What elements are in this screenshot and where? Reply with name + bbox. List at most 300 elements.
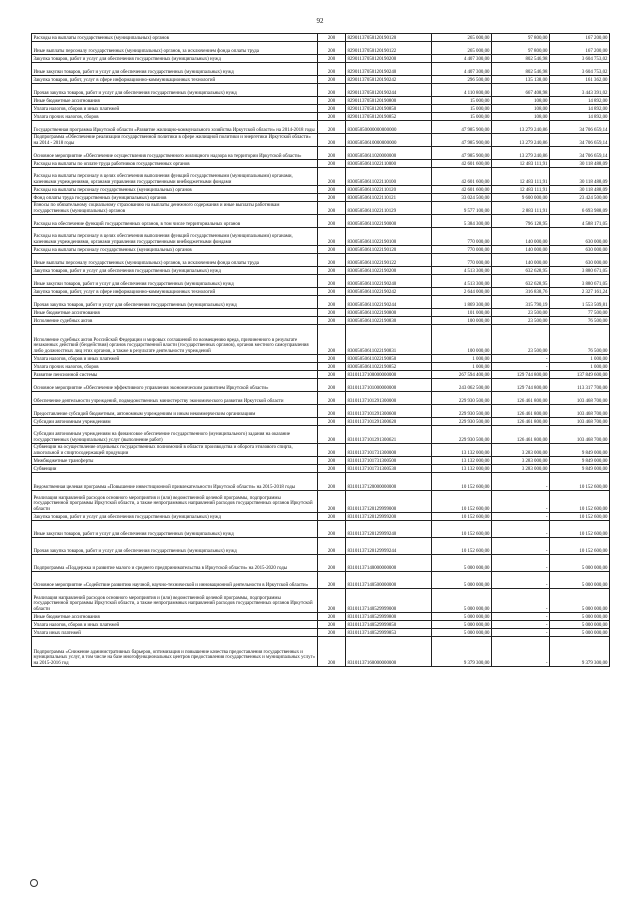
row-budget-classification-code: 83101137101291300620 <box>346 418 432 426</box>
row-budget-classification-code: 83101137120129999200 <box>346 513 432 521</box>
row-description: Прочая закупка товаров, работ и услуг для обеспечения государственных (муниципальных) нужд <box>32 84 318 97</box>
row-description: Уплата прочих налогов, сборов <box>32 113 318 121</box>
row-approved-amount: 100 000,00 <box>432 317 492 325</box>
row-budget-classification-code: 83101137101731300530 <box>346 465 432 473</box>
row-line-code: 200 <box>318 621 346 629</box>
table-row <box>32 405 610 418</box>
table-row <box>32 309 610 317</box>
row-budget-classification-code: 83101137140529999000 <box>346 589 432 613</box>
row-line-code: 200 <box>318 555 346 572</box>
row-budget-classification-code: 83005050611022190800 <box>346 309 432 317</box>
row-executed-amount: 12 483 111,91 <box>492 160 550 168</box>
row-approved-amount: 229 930 500,00 <box>432 426 492 444</box>
row-description: Расходы на выплаты персоналу в целях обеспечения выполнения функций государственными (муниципальными) органами, казенными учреждениями, органами управления государственными внебюджетными фондами <box>32 168 318 186</box>
row-line-code: 200 <box>318 63 346 76</box>
row-line-code: 200 <box>318 355 346 363</box>
row-remaining-amount: 3 604 753,02 <box>550 55 610 63</box>
table-row <box>32 275 610 288</box>
row-approved-amount: 101 000,00 <box>432 309 492 317</box>
table-row <box>32 168 610 186</box>
row-description: Прочая закупка товаров, работ и услуг для обеспечения государственных (муниципальных) нужд <box>32 296 318 309</box>
page-corner-mark <box>30 879 38 887</box>
row-budget-classification-code: 83101137101291300000 <box>346 392 432 405</box>
row-line-code: 200 <box>318 637 346 667</box>
row-budget-classification-code: 83005050611022190240 <box>346 275 432 288</box>
table-body <box>32 34 610 667</box>
row-executed-amount: 23 500,00 <box>492 317 550 325</box>
row-executed-amount: 2 883 111,91 <box>492 202 550 215</box>
row-budget-classification-code: 83005050000000000000 <box>346 121 432 134</box>
row-approved-amount: 33 024 500,00 <box>432 194 492 202</box>
row-description: Межбюджетные трансферты <box>32 457 318 465</box>
row-line-code: 200 <box>318 379 346 392</box>
row-line-code: 200 <box>318 363 346 371</box>
row-description: Закупка товаров, работ, услуг в сфере информационно-коммуникационных технологий <box>32 288 318 296</box>
row-executed-amount: 3 283 000,00 <box>492 465 550 473</box>
row-line-code: 200 <box>318 215 346 228</box>
row-approved-amount: 42 601 600,00 <box>432 186 492 194</box>
row-budget-classification-code: 83005050611022190000 <box>346 215 432 228</box>
row-executed-amount: 97 800,00 <box>492 34 550 42</box>
row-executed-amount: 9 600 000,00 <box>492 194 550 202</box>
row-executed-amount: - <box>492 363 550 371</box>
row-budget-classification-code: 83101137120000000000 <box>346 473 432 491</box>
table-row <box>32 76 610 84</box>
row-executed-amount: 667 408,98 <box>492 84 550 97</box>
row-approved-amount: 5 000 000,00 <box>432 572 492 589</box>
row-budget-classification-code: 83101137101731300000 <box>346 444 432 457</box>
row-budget-classification-code: 83005050611022110121 <box>346 194 432 202</box>
row-executed-amount: 3 283 000,00 <box>492 457 550 465</box>
row-line-code: 200 <box>318 55 346 63</box>
row-budget-classification-code: 83101137140000000000 <box>346 555 432 572</box>
table-row <box>32 186 610 194</box>
table-row <box>32 473 610 491</box>
table-row <box>32 317 610 325</box>
row-budget-classification-code: 83101137101000000000 <box>346 379 432 392</box>
table-row <box>32 513 610 521</box>
row-budget-classification-code: 83101137160000000000 <box>346 637 432 667</box>
row-remaining-amount: 5 000 000,00 <box>550 572 610 589</box>
row-remaining-amount: 3 880 671,05 <box>550 267 610 275</box>
row-approved-amount: 1 000,00 <box>432 355 492 363</box>
row-description: Подпрограмма «Снижение административных барьеров, оптимизация и повышение качества предоставления государственных и муниципальных услуг, в том числе на базе многофункциональных центров предоставления государственных и муниципальных услуг» на 2015-2016 год <box>32 637 318 667</box>
row-description: Расходы на выплаты персоналу государственных (муниципальных) органов <box>32 186 318 194</box>
row-budget-classification-code: 83101137101731300500 <box>346 457 432 465</box>
row-approved-amount: 5 000 000,00 <box>432 621 492 629</box>
table-row <box>32 457 610 465</box>
table-row <box>32 491 610 513</box>
row-executed-amount: 802 546,98 <box>492 55 550 63</box>
row-description: Иные бюджетные ассигнования <box>32 97 318 105</box>
row-description: Предоставление субсидий бюджетным, автономным учреждениям и иным некоммерческим организациям <box>32 405 318 418</box>
row-budget-classification-code: 83005050611022110120 <box>346 186 432 194</box>
table-row <box>32 426 610 444</box>
row-approved-amount: 243 062 500,00 <box>432 379 492 392</box>
table-row <box>32 555 610 572</box>
row-description: Субвенции на осуществление отдельных государственных полномочий в области производства и оборота этилового спирта, алкогольной и спиртосодержащей продукции <box>32 444 318 457</box>
row-approved-amount: 15 000,00 <box>432 97 492 105</box>
row-executed-amount: - <box>492 491 550 513</box>
row-executed-amount: 23 500,00 <box>492 309 550 317</box>
row-remaining-amount: 3 443 391,02 <box>550 84 610 97</box>
row-remaining-amount: 5 000 000,00 <box>550 629 610 637</box>
row-line-code: 200 <box>318 296 346 309</box>
row-executed-amount: 108,00 <box>492 97 550 105</box>
row-remaining-amount: 9 379 300,00 <box>550 637 610 667</box>
row-line-code: 200 <box>318 521 346 538</box>
row-description: Расходы на выплаты персоналу в целях обеспечения выполнения функций государственными (муниципальными) органами, казенными учреждениями, органами управления государственными внебюджетными фондами <box>32 228 318 246</box>
table-row <box>32 215 610 228</box>
row-executed-amount: 140 000,00 <box>492 246 550 254</box>
row-description: Расходы на выплаты по оплате труда работников государственных органов <box>32 160 318 168</box>
row-approved-amount: 13 132 000,00 <box>432 457 492 465</box>
row-remaining-amount: 10 152 600,00 <box>550 473 610 491</box>
row-line-code: 200 <box>318 418 346 426</box>
row-description: Реализация направлений расходов основного мероприятия и (или) ведомственной целевой программы, подпрограммы государственной программы Иркутской области, а также непрограммных направлений расходов государственных органов Иркутской области <box>32 589 318 613</box>
row-line-code: 200 <box>318 186 346 194</box>
row-budget-classification-code: 82901137050120190800 <box>346 97 432 105</box>
row-approved-amount: 13 132 000,00 <box>432 444 492 457</box>
row-line-code: 200 <box>318 147 346 160</box>
row-budget-classification-code: 83005050611022190244 <box>346 296 432 309</box>
row-approved-amount: 229 930 500,00 <box>432 405 492 418</box>
row-description: Подпрограмма «Поддержка и развитие малого и среднего предпринимательства в Иркутской области» на 2015-2020 годы <box>32 555 318 572</box>
row-budget-classification-code: 83005050611022190200 <box>346 267 432 275</box>
row-remaining-amount: 34 706 659,14 <box>550 121 610 134</box>
row-budget-classification-code: 83005050611022190100 <box>346 228 432 246</box>
row-description: Уплата прочих налогов, сборов <box>32 363 318 371</box>
page-number: 92 <box>316 17 324 25</box>
row-description: Подпрограмма «Обеспечение реализации государственной политики в сфере жилищной политики и энергетики Иркутской области» на 2014 - 2018 годы <box>32 134 318 147</box>
row-description: Государственная программа Иркутской области «Развитие жилищно-коммунального хозяйства Иркутской области» на 2014-2018 годы <box>32 121 318 134</box>
row-executed-amount: 140 000,00 <box>492 254 550 267</box>
row-remaining-amount: 10 152 600,00 <box>550 538 610 555</box>
row-budget-classification-code: 82901137050120190852 <box>346 113 432 121</box>
row-executed-amount: - <box>492 589 550 613</box>
table-row <box>32 160 610 168</box>
row-description: Закупка товаров, работ и услуг для обеспечения государственных (муниципальных) нужд <box>32 513 318 521</box>
row-approved-amount: 4 407 300,00 <box>432 55 492 63</box>
row-description: Фонд оплаты труда государственных (муниципальных) органов <box>32 194 318 202</box>
row-approved-amount: 296 500,00 <box>432 76 492 84</box>
table-row <box>32 355 610 363</box>
table-row <box>32 613 610 621</box>
row-executed-amount: - <box>492 572 550 589</box>
row-description: Основное мероприятие «Обеспечение эффективного управления экономическим развитием Иркутской области» <box>32 379 318 392</box>
row-remaining-amount: 103 468 700,00 <box>550 418 610 426</box>
row-approved-amount: 15 000,00 <box>432 113 492 121</box>
row-approved-amount: 47 985 900,00 <box>432 134 492 147</box>
row-approved-amount: 1 869 300,00 <box>432 296 492 309</box>
row-remaining-amount: 161 362,00 <box>550 76 610 84</box>
table-row <box>32 113 610 121</box>
row-executed-amount: 632 628,95 <box>492 267 550 275</box>
row-remaining-amount: 1 553 509,81 <box>550 296 610 309</box>
row-executed-amount: - <box>492 521 550 538</box>
row-approved-amount: 770 000,00 <box>432 228 492 246</box>
table-row <box>32 228 610 246</box>
row-remaining-amount: 103 468 700,00 <box>550 405 610 418</box>
row-description: Субвенции <box>32 465 318 473</box>
row-description: Расходы на выплаты государственных (муниципальных) органов <box>32 34 318 42</box>
table-row <box>32 621 610 629</box>
row-executed-amount: 97 800,00 <box>492 42 550 55</box>
row-budget-classification-code: 83005050611022190242 <box>346 288 432 296</box>
row-line-code: 200 <box>318 34 346 42</box>
table-row <box>32 63 610 76</box>
row-approved-amount: 13 132 000,00 <box>432 465 492 473</box>
row-remaining-amount: 30 118 488,09 <box>550 160 610 168</box>
row-executed-amount: 126 461 800,00 <box>492 392 550 405</box>
row-remaining-amount: 9 849 000,00 <box>550 444 610 457</box>
row-budget-classification-code: 83101137120129999240 <box>346 521 432 538</box>
row-description: Обеспечение деятельности учреждений, подведомственных министерству экономического развития Иркутской области <box>32 392 318 405</box>
row-description: Основное мероприятие «Обеспечение осуществления государственного жилищного надзора на территории Иркутской области» <box>32 147 318 160</box>
row-line-code: 200 <box>318 254 346 267</box>
table-row <box>32 194 610 202</box>
row-remaining-amount: 137 849 600,00 <box>550 371 610 379</box>
row-approved-amount: 100 000,00 <box>432 325 492 355</box>
row-remaining-amount: 5 000 000,00 <box>550 555 610 572</box>
row-executed-amount: 126 461 800,00 <box>492 405 550 418</box>
row-description: Иные закупки товаров, работ и услуг для обеспечения государственных (муниципальных) нужд <box>32 275 318 288</box>
table-row <box>32 55 610 63</box>
table-row <box>32 465 610 473</box>
row-remaining-amount: 76 500,00 <box>550 317 610 325</box>
row-remaining-amount: 5 000 000,00 <box>550 589 610 613</box>
row-line-code: 200 <box>318 325 346 355</box>
row-budget-classification-code: 82901137050120190242 <box>346 76 432 84</box>
row-executed-amount: 316 838,76 <box>492 288 550 296</box>
row-line-code: 200 <box>318 405 346 418</box>
row-description: Субсидии автономным учреждениям на финансовое обеспечение государственного (муниципального) задания на оказание государственных (муниципальных) услуг (выполнение работ) <box>32 426 318 444</box>
row-remaining-amount: 1 000,00 <box>550 355 610 363</box>
row-approved-amount: 229 930 500,00 <box>432 392 492 405</box>
row-remaining-amount: 630 000,00 <box>550 246 610 254</box>
row-executed-amount: 12 483 111,91 <box>492 168 550 186</box>
row-approved-amount: 42 601 600,00 <box>432 160 492 168</box>
row-executed-amount: 632 628,95 <box>492 275 550 288</box>
row-line-code: 200 <box>318 42 346 55</box>
row-description: Закупка товаров, работ и услуг для обеспечения государственных (муниципальных) нужд <box>32 55 318 63</box>
row-description: Иные закупки товаров, работ и услуг для обеспечения государственных (муниципальных) нужд <box>32 63 318 76</box>
row-executed-amount: 129 744 800,00 <box>492 371 550 379</box>
row-approved-amount: 4 513 300,00 <box>432 275 492 288</box>
row-executed-amount: 126 461 800,00 <box>492 418 550 426</box>
row-approved-amount: 15 000,00 <box>432 105 492 113</box>
row-remaining-amount: 167 200,00 <box>550 34 610 42</box>
row-line-code: 200 <box>318 105 346 113</box>
row-remaining-amount: 9 849 000,00 <box>550 465 610 473</box>
row-budget-classification-code: 83101137140500000000 <box>346 572 432 589</box>
row-line-code: 200 <box>318 288 346 296</box>
row-line-code: 200 <box>318 228 346 246</box>
table-row <box>32 246 610 254</box>
row-executed-amount: 108,00 <box>492 113 550 121</box>
row-approved-amount: 10 152 600,00 <box>432 521 492 538</box>
row-approved-amount: 10 152 600,00 <box>432 473 492 491</box>
row-description: Развитие пенсионной системы <box>32 371 318 379</box>
row-description: Иные закупки товаров, работ и услуг для обеспечения государственных (муниципальных) нужд <box>32 521 318 538</box>
row-remaining-amount: 9 849 000,00 <box>550 457 610 465</box>
row-description: Исполнение судебных актов <box>32 317 318 325</box>
row-approved-amount: 5 000 000,00 <box>432 613 492 621</box>
row-remaining-amount: 5 000 000,00 <box>550 621 610 629</box>
row-approved-amount: 47 985 900,00 <box>432 121 492 134</box>
table-row <box>32 34 610 42</box>
row-description: Основное мероприятие «Содействие развитию научной, научно-технической и инновационной деятельности в Иркутской области» <box>32 572 318 589</box>
row-remaining-amount: 113 317 700,00 <box>550 379 610 392</box>
row-budget-classification-code: 83005050611022190831 <box>346 325 432 355</box>
row-remaining-amount: 14 892,00 <box>550 113 610 121</box>
row-budget-classification-code: 83005050611020000000 <box>346 147 432 160</box>
row-remaining-amount: 6 693 988,09 <box>550 202 610 215</box>
row-line-code: 200 <box>318 491 346 513</box>
row-approved-amount: 5 000 000,00 <box>432 629 492 637</box>
row-budget-classification-code: 83005050611022190120 <box>346 246 432 254</box>
row-line-code: 200 <box>318 426 346 444</box>
row-budget-classification-code: 83101137100000000000 <box>346 371 432 379</box>
row-executed-amount: 140 000,00 <box>492 228 550 246</box>
row-description: Взносы по обязательному социальному страхованию на выплаты денежного содержания и иные выплаты работникам государственных (муниципальных) органов <box>32 202 318 215</box>
row-remaining-amount: 34 706 659,14 <box>550 134 610 147</box>
row-budget-classification-code: 82901137050120190122 <box>346 42 432 55</box>
row-line-code: 200 <box>318 444 346 457</box>
row-remaining-amount: 14 892,00 <box>550 97 610 105</box>
row-remaining-amount: 77 500,00 <box>550 309 610 317</box>
row-budget-classification-code: 83101137101291300621 <box>346 426 432 444</box>
row-description: Субсидии автономным учреждениям <box>32 418 318 426</box>
row-line-code: 200 <box>318 160 346 168</box>
row-budget-classification-code: 83005050611022110000 <box>346 160 432 168</box>
row-executed-amount: - <box>492 555 550 572</box>
row-executed-amount: - <box>492 629 550 637</box>
table-row <box>32 134 610 147</box>
row-description: Исполнение судебных актов Российской Федерации и мировых соглашений по возмещению вреда, причиненного в результате незаконных действий (бездействия) органов государственной власти (государственных органов), органов местного самоуправления либо должностных лиц этих органов, а также в результате деятельности учреждений <box>32 325 318 355</box>
row-line-code: 200 <box>318 629 346 637</box>
row-line-code: 200 <box>318 113 346 121</box>
row-budget-classification-code: 83101137120129999000 <box>346 491 432 513</box>
row-budget-classification-code: 83005050611022190852 <box>346 363 432 371</box>
row-line-code: 200 <box>318 317 346 325</box>
table-row <box>32 267 610 275</box>
table-row <box>32 521 610 538</box>
row-remaining-amount: 630 000,00 <box>550 228 610 246</box>
row-remaining-amount: 5 000 000,00 <box>550 613 610 621</box>
table-row <box>32 254 610 267</box>
table-row <box>32 589 610 613</box>
row-line-code: 200 <box>318 538 346 555</box>
table-row <box>32 105 610 113</box>
row-remaining-amount: 103 468 700,00 <box>550 392 610 405</box>
row-line-code: 200 <box>318 309 346 317</box>
row-executed-amount: - <box>492 473 550 491</box>
row-description: Уплата налогов, сборов и иных платежей <box>32 621 318 629</box>
table-row <box>32 418 610 426</box>
row-budget-classification-code: 83101137140529999853 <box>346 629 432 637</box>
table-row <box>32 444 610 457</box>
row-approved-amount: 10 152 600,00 <box>432 538 492 555</box>
row-remaining-amount: 167 200,00 <box>550 42 610 55</box>
row-remaining-amount: 76 500,00 <box>550 325 610 355</box>
row-remaining-amount: 30 118 488,09 <box>550 168 610 186</box>
row-approved-amount: 770 000,00 <box>432 246 492 254</box>
row-approved-amount: 47 985 900,00 <box>432 147 492 160</box>
row-remaining-amount: 4 588 171,05 <box>550 215 610 228</box>
row-line-code: 200 <box>318 76 346 84</box>
row-line-code: 200 <box>318 267 346 275</box>
row-approved-amount: 1 000,00 <box>432 363 492 371</box>
row-description: Иные бюджетные ассигнования <box>32 309 318 317</box>
table-row <box>32 629 610 637</box>
row-description: Иные выплаты персоналу государственных (муниципальных) органов, за исключением фонда оплаты труда <box>32 254 318 267</box>
row-executed-amount: - <box>492 513 550 521</box>
row-approved-amount: 9 577 100,00 <box>432 202 492 215</box>
table-row <box>32 379 610 392</box>
row-line-code: 200 <box>318 465 346 473</box>
row-line-code: 200 <box>318 97 346 105</box>
row-budget-classification-code: 83101137140529999800 <box>346 613 432 621</box>
budget-execution-table <box>31 33 610 667</box>
row-executed-amount: - <box>492 637 550 667</box>
row-budget-classification-code: 83005050611022190122 <box>346 254 432 267</box>
row-line-code: 200 <box>318 134 346 147</box>
row-line-code: 200 <box>318 392 346 405</box>
row-description: Иные выплаты персоналу государственных (муниципальных) органов, за исключением фонда оплаты труда <box>32 42 318 55</box>
row-remaining-amount: 1 000,00 <box>550 363 610 371</box>
row-description: Уплата налогов, сборов и иных платежей <box>32 355 318 363</box>
row-description: Уплата иных платежей <box>32 629 318 637</box>
row-remaining-amount: 2 327 161,24 <box>550 288 610 296</box>
row-executed-amount: 108,00 <box>492 105 550 113</box>
row-remaining-amount: 10 152 600,00 <box>550 521 610 538</box>
row-executed-amount: - <box>492 355 550 363</box>
row-description: Расходы на обеспечение функций государственных органов, в том числе территориальных органов <box>32 215 318 228</box>
row-description: Закупка товаров, работ, услуг в сфере информационно-коммуникационных технологий <box>32 76 318 84</box>
row-approved-amount: 9 379 300,00 <box>432 637 492 667</box>
row-executed-amount: 796 128,95 <box>492 215 550 228</box>
table-row <box>32 288 610 296</box>
row-approved-amount: 265 000,00 <box>432 34 492 42</box>
row-budget-classification-code: 82901137050120190240 <box>346 63 432 76</box>
table-row <box>32 371 610 379</box>
row-line-code: 200 <box>318 275 346 288</box>
table-row <box>32 202 610 215</box>
table-row <box>32 97 610 105</box>
row-line-code: 200 <box>318 246 346 254</box>
table-row <box>32 363 610 371</box>
row-approved-amount: 10 152 600,00 <box>432 491 492 513</box>
row-remaining-amount: 30 118 488,09 <box>550 186 610 194</box>
table-row <box>32 147 610 160</box>
row-budget-classification-code: 82901137050120190200 <box>346 55 432 63</box>
row-description: Закупка товаров, работ и услуг для обеспечения государственных (муниципальных) нужд <box>32 267 318 275</box>
row-line-code: 200 <box>318 371 346 379</box>
row-executed-amount: 135 138,00 <box>492 76 550 84</box>
row-budget-classification-code: 82901137050120190850 <box>346 105 432 113</box>
row-executed-amount: 126 461 800,00 <box>492 426 550 444</box>
row-executed-amount: 3 283 000,00 <box>492 444 550 457</box>
row-approved-amount: 5 000 000,00 <box>432 555 492 572</box>
row-line-code: 200 <box>318 202 346 215</box>
table-row <box>32 325 610 355</box>
row-remaining-amount: 103 468 700,00 <box>550 426 610 444</box>
row-remaining-amount: 3 604 753,02 <box>550 63 610 76</box>
row-executed-amount: 315 790,19 <box>492 296 550 309</box>
row-approved-amount: 229 930 500,00 <box>432 418 492 426</box>
row-approved-amount: 4 407 300,00 <box>432 63 492 76</box>
